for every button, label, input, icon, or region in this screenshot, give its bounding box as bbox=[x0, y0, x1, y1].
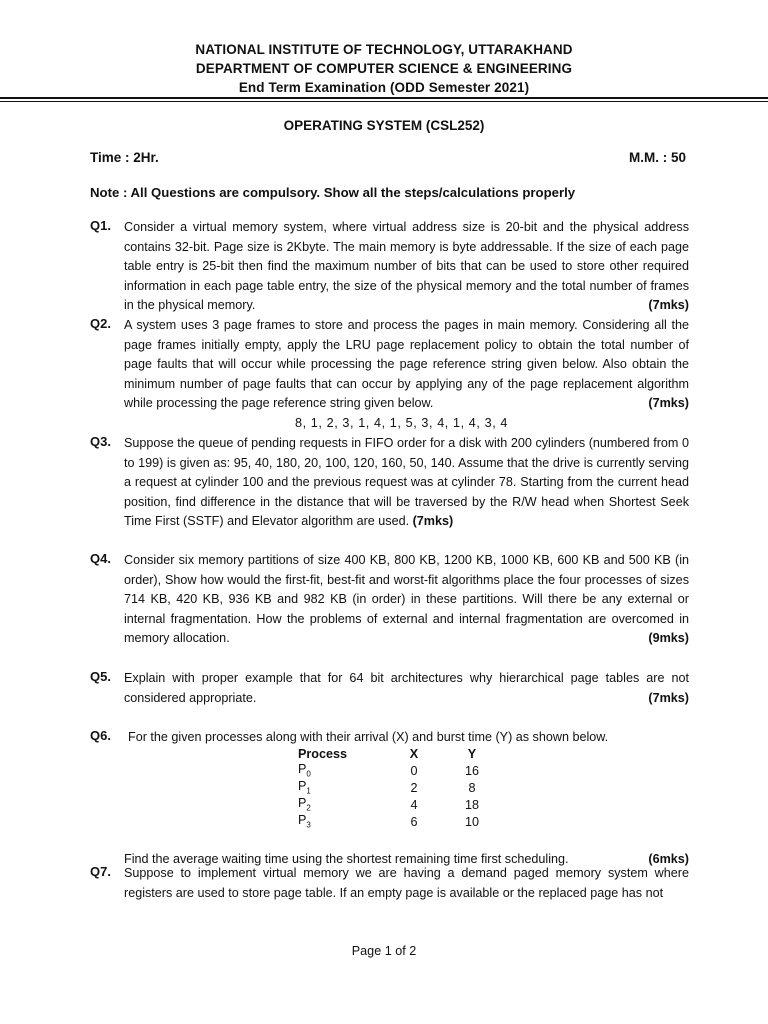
question-number: Q3. bbox=[90, 434, 111, 449]
table-row bbox=[292, 779, 497, 796]
process-cell: $P_1$ bbox=[298, 779, 311, 796]
table-row bbox=[292, 762, 497, 779]
question-marks: (7mks) bbox=[648, 396, 689, 410]
table-row bbox=[292, 796, 497, 813]
burst-cell: 8 bbox=[468, 780, 476, 795]
table-row bbox=[292, 813, 497, 830]
question-text: Suppose the queue of pending requests in FIFO order for a disk with 200 cylinders (numbered from 0 to 199) is given as: 95, 40, 180, 20, 100, 120, 160, 50, 140. Assume that the drive is currently serving a request at cylinder 100 and the previous request was at cylinder 78. Starting from the current head position, find difference in the distance that will be traversed by the R/W head when Shortest Seek Time First (SSTF) and Elevator algorithm are used. (7mks) bbox=[124, 436, 689, 528]
question-text: Consider six memory partitions of size 400 KB, 800 KB, 1200 KB, 1000 KB, 600 KB and 500 KB (in order), Show how would the first-fit, best-fit and worst-fit algorithms place the four processes of sizes 714 KB, 420 KB, 936 KB and 982 KB (in order) in these partitions. Will there be any external or internal fragmentation. How the problems of external and internal fragmentation are overcomed in memory allocation. (9mks) bbox=[124, 551, 689, 649]
question-text: For the given processes along with their arrival (X) and burst time (Y) as shown below. bbox=[128, 730, 609, 744]
course-title: OPERATING SYSTEM (CSL252) bbox=[283, 118, 485, 133]
arrival-cell: 0 bbox=[410, 763, 418, 778]
question-text: Explain with proper example that for 64 bit architectures why hierarchical page tables are not considered appropriate. (7mks) bbox=[124, 669, 689, 708]
arrival-cell: 6 bbox=[410, 814, 418, 829]
question-number: Q2. bbox=[90, 316, 111, 331]
burst-cell: 16 bbox=[464, 763, 479, 778]
header-rule-thick bbox=[0, 97, 768, 99]
process-cell: $P_3$ bbox=[298, 813, 311, 830]
department-name: DEPARTMENT OF COMPUTER SCIENCE & ENGINEERING bbox=[195, 61, 573, 76]
question-6-instruction: Find the average waiting time using the shortest remaining time first scheduling. (6mks) bbox=[124, 852, 689, 866]
exam-title: End Term Examination (ODD Semester 2021) bbox=[238, 80, 530, 95]
question-text: A system uses 3 page frames to store and process the pages in main memory. Considering all the page frames initially empty, apply the LRU page replacement policy to obtain the total number of page faults that will occur while processing the page reference string given below. Also obtain the minimum number of page faults that can occur by applying any of the page replacement algorithm while processing the page reference string given below. (7mks) 8, 1, 2, 3, 1, 4, 1, 5, 3, 4, 1, 4, 3, 4 bbox=[124, 316, 689, 433]
question-number: Q7. bbox=[90, 864, 111, 879]
question-marks: (7mks) bbox=[412, 514, 454, 528]
exam-time: Time : 2Hr. bbox=[90, 150, 159, 165]
question-number: Q4. bbox=[90, 551, 111, 566]
exam-header bbox=[0, 40, 768, 97]
question-number: Q1. bbox=[90, 218, 111, 233]
column-header-process: Process bbox=[298, 746, 348, 761]
table-header-row bbox=[292, 745, 497, 762]
question-text: Suppose to implement virtual memory we are having a demand paged memory system where registers are used to store page table. If an empty page is available or the replaced page has not bbox=[124, 866, 689, 900]
question-marks: (9mks) bbox=[648, 631, 689, 645]
question-text: Consider a virtual memory system, where virtual address size is 20-bit and the physical address contains 32-bit. Page size is 2Kbyte. The main memory is byte addressable. If the size of each page table entry is 25-bit then find the maximum number of bits that can be used to store other required information in each page table entry, the size of the physical memory and the total number of frames in the physical memory. (7mks) bbox=[124, 218, 689, 316]
process-cell: $P_2$ bbox=[298, 796, 311, 813]
question-marks: (7mks) bbox=[648, 690, 689, 705]
process-cell: $P_0$ bbox=[298, 762, 311, 779]
column-header-x: X bbox=[409, 746, 419, 761]
page-number: Page 1 of 2 bbox=[351, 944, 417, 958]
question-number: Q5. bbox=[90, 669, 111, 684]
header-rule-thin bbox=[0, 101, 768, 102]
question-number: Q6. bbox=[90, 728, 111, 743]
burst-cell: 18 bbox=[464, 797, 479, 812]
arrival-cell: 2 bbox=[410, 780, 418, 795]
exam-note: Note : All Questions are compulsory. Show all the steps/calculations properly bbox=[90, 185, 576, 200]
page-reference-string: 8, 1, 2, 3, 1, 4, 1, 5, 3, 4, 1, 4, 3, 4 bbox=[294, 415, 509, 430]
question-marks: (7mks) bbox=[648, 298, 689, 312]
institute-name: NATIONAL INSTITUTE OF TECHNOLOGY, UTTARAKHAND bbox=[195, 42, 573, 57]
process-table bbox=[292, 745, 497, 830]
max-marks: M.M. : 50 bbox=[628, 150, 686, 165]
burst-cell: 10 bbox=[464, 814, 479, 829]
arrival-cell: 4 bbox=[410, 797, 418, 812]
question-marks: (6mks) bbox=[648, 852, 689, 866]
column-header-y: Y bbox=[467, 746, 477, 761]
